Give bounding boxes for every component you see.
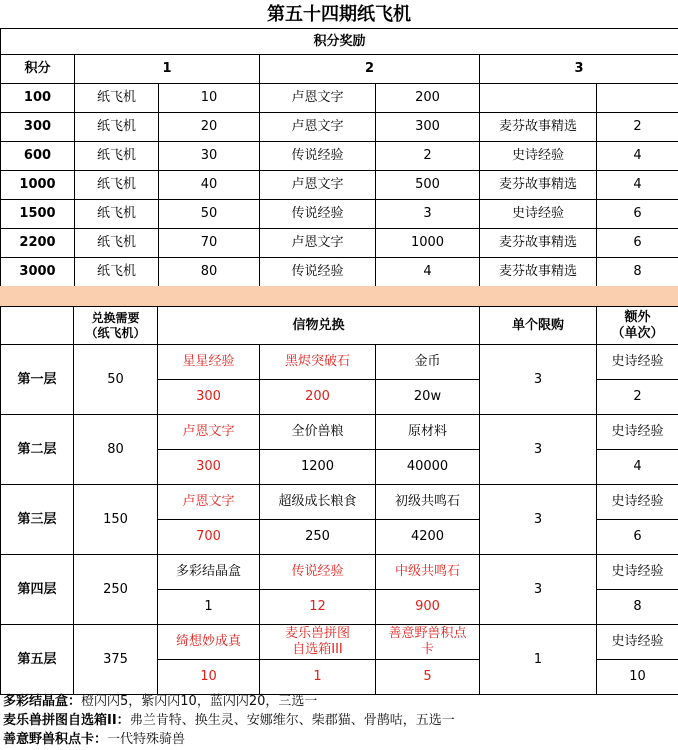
reward-1-name: 纸飞机 — [75, 200, 159, 229]
reward-3-qty: 4 — [597, 142, 678, 171]
reward-1-name: 纸飞机 — [75, 113, 159, 142]
reward-3-name — [480, 84, 597, 113]
page-title: 第五十四期纸飞机 — [267, 4, 411, 25]
floor-cost: 375 — [74, 625, 158, 695]
note-line — [0, 730, 678, 749]
points-row — [1, 84, 678, 113]
col-header-2: 2 — [260, 55, 480, 84]
points-row — [1, 113, 678, 142]
exchange-item-qty: 300 — [158, 450, 260, 485]
header-blank — [1, 307, 74, 345]
extra-reward-name: 史诗经验 — [597, 345, 678, 380]
points-row — [1, 200, 678, 229]
reward-1-qty: 70 — [159, 229, 260, 258]
points-value: 1500 — [1, 200, 75, 229]
exchange-table — [0, 306, 678, 695]
extra-reward-name: 史诗经验 — [597, 555, 678, 590]
floor-name: 第二层 — [1, 415, 74, 485]
col-header-3: 3 — [480, 55, 678, 84]
points-value: 300 — [1, 113, 75, 142]
exchange-item-name: 中级共鸣石 — [376, 555, 480, 590]
exchange-item-qty: 5 — [376, 660, 480, 695]
reward-1-name: 纸飞机 — [75, 258, 159, 287]
exchange-item-qty: 1 — [260, 660, 376, 695]
exchange-item-qty: 10 — [158, 660, 260, 695]
reward-1-qty: 10 — [159, 84, 260, 113]
reward-2-qty: 1000 — [376, 229, 480, 258]
extra-reward-qty: 8 — [597, 590, 678, 625]
exchange-item-qty: 900 — [376, 590, 480, 625]
reward-2-name: 传说经验 — [260, 258, 376, 287]
floor-name: 第三层 — [1, 485, 74, 555]
points-row — [1, 258, 678, 287]
floor-row-items — [1, 345, 678, 380]
reward-3-name: 麦芬故事精选 — [480, 113, 597, 142]
reward-3-name: 麦芬故事精选 — [480, 229, 597, 258]
floor-name: 第五层 — [1, 625, 74, 695]
reward-1-qty: 80 — [159, 258, 260, 287]
reward-1-name: 纸飞机 — [75, 229, 159, 258]
reward-1-name: 纸飞机 — [75, 84, 159, 113]
points-value: 1000 — [1, 171, 75, 200]
header-extra: 额外 （单次） — [597, 307, 678, 345]
reward-2-qty: 300 — [376, 113, 480, 142]
reward-3-qty: 8 — [597, 258, 678, 287]
points-row — [1, 229, 678, 258]
extra-reward-qty: 6 — [597, 520, 678, 555]
floor-row-items — [1, 555, 678, 590]
note-line — [0, 711, 678, 730]
floor-row-items — [1, 415, 678, 450]
points-row — [1, 142, 678, 171]
exchange-item-name: 金币 — [376, 345, 480, 380]
exchange-item-qty: 300 — [158, 380, 260, 415]
col-header-points: 积分 — [1, 55, 75, 84]
purchase-limit: 3 — [480, 555, 597, 625]
reward-2-name: 卢恩文字 — [260, 84, 376, 113]
extra-reward-name: 史诗经验 — [597, 625, 678, 660]
floor-cost: 50 — [74, 345, 158, 415]
reward-2-name: 传说经验 — [260, 142, 376, 171]
note-value: 弗兰肯特、换生灵、安娜维尔、柴郡猫、骨鹊咕，五选一 — [129, 713, 455, 728]
reward-2-qty: 500 — [376, 171, 480, 200]
section-separator — [0, 286, 678, 306]
reward-1-qty: 30 — [159, 142, 260, 171]
floor-cost: 250 — [74, 555, 158, 625]
reward-2-name: 卢恩文字 — [260, 113, 376, 142]
note-key: 麦乐兽拼图自选箱II： — [3, 713, 130, 728]
note-value: 橙闪闪5，紫闪闪10，蓝闪闪20，三选一 — [81, 694, 318, 709]
floor-cost: 80 — [74, 415, 158, 485]
reward-3-qty: 6 — [597, 200, 678, 229]
points-value: 100 — [1, 84, 75, 113]
exchange-item-qty: 1 — [158, 590, 260, 625]
exchange-item-name: 原材料 — [376, 415, 480, 450]
points-section-title: 积分奖励 — [1, 29, 678, 55]
note-key: 多彩结晶盒： — [3, 694, 82, 709]
points-value: 2200 — [1, 229, 75, 258]
exchange-item-name: 黑烬突破石 — [260, 345, 376, 380]
exchange-item-name: 星星经验 — [158, 345, 260, 380]
exchange-item-name: 卢恩文字 — [158, 415, 260, 450]
reward-2-name: 卢恩文字 — [260, 171, 376, 200]
exchange-item-name: 全价兽粮 — [260, 415, 376, 450]
exchange-item-name: 超级成长粮食 — [260, 485, 376, 520]
reward-3-name: 麦芬故事精选 — [480, 258, 597, 287]
exchange-item-name: 卢恩文字 — [158, 485, 260, 520]
extra-reward-name: 史诗经验 — [597, 485, 678, 520]
reward-3-qty — [597, 84, 678, 113]
header-limit: 单个限购 — [480, 307, 597, 345]
exchange-item-name: 传说经验 — [260, 555, 376, 590]
header-items: 信物兑换 — [158, 307, 480, 345]
notes — [0, 692, 678, 749]
exchange-item-name: 麦乐兽拼图 自选箱III — [260, 625, 376, 660]
reward-2-qty: 2 — [376, 142, 480, 171]
exchange-item-qty: 250 — [260, 520, 376, 555]
exchange-item-name: 多彩结晶盒 — [158, 555, 260, 590]
header-cost: 兑换需要 （纸飞机） — [74, 307, 158, 345]
reward-1-qty: 50 — [159, 200, 260, 229]
reward-1-qty: 40 — [159, 171, 260, 200]
purchase-limit: 3 — [480, 345, 597, 415]
reward-3-qty: 2 — [597, 113, 678, 142]
reward-2-name: 传说经验 — [260, 200, 376, 229]
extra-reward-name: 史诗经验 — [597, 415, 678, 450]
exchange-item-qty: 1200 — [260, 450, 376, 485]
exchange-item-qty: 12 — [260, 590, 376, 625]
col-header-1: 1 — [75, 55, 260, 84]
note-value: 一代特殊骑兽 — [107, 732, 186, 747]
reward-1-qty: 20 — [159, 113, 260, 142]
reward-2-qty: 3 — [376, 200, 480, 229]
reward-3-name: 史诗经验 — [480, 200, 597, 229]
exchange-item-name: 善意野兽积点 卡 — [376, 625, 480, 660]
floor-row-items — [1, 485, 678, 520]
floor-row-items — [1, 625, 678, 660]
exchange-item-qty: 20w — [376, 380, 480, 415]
exchange-item-qty: 700 — [158, 520, 260, 555]
extra-reward-qty: 2 — [597, 380, 678, 415]
exchange-item-name: 绮想妙成真 — [158, 625, 260, 660]
reward-3-qty: 6 — [597, 229, 678, 258]
floor-name: 第一层 — [1, 345, 74, 415]
points-value: 600 — [1, 142, 75, 171]
reward-1-name: 纸飞机 — [75, 171, 159, 200]
purchase-limit: 3 — [480, 485, 597, 555]
reward-2-name: 卢恩文字 — [260, 229, 376, 258]
reward-3-name: 史诗经验 — [480, 142, 597, 171]
note-line — [0, 692, 678, 711]
reward-1-name: 纸飞机 — [75, 142, 159, 171]
exchange-item-qty: 4200 — [376, 520, 480, 555]
points-reward-table — [0, 28, 678, 287]
reward-2-qty: 200 — [376, 84, 480, 113]
floor-name: 第四层 — [1, 555, 74, 625]
exchange-item-qty: 40000 — [376, 450, 480, 485]
reward-3-qty: 4 — [597, 171, 678, 200]
floor-cost: 150 — [74, 485, 158, 555]
reward-2-qty: 4 — [376, 258, 480, 287]
note-key: 善意野兽积点卡： — [3, 732, 108, 747]
exchange-item-qty: 200 — [260, 380, 376, 415]
purchase-limit: 1 — [480, 625, 597, 695]
extra-reward-qty: 10 — [597, 660, 678, 695]
reward-3-name: 麦芬故事精选 — [480, 171, 597, 200]
points-value: 3000 — [1, 258, 75, 287]
extra-reward-qty: 4 — [597, 450, 678, 485]
points-row — [1, 171, 678, 200]
purchase-limit: 3 — [480, 415, 597, 485]
exchange-item-name: 初级共鸣石 — [376, 485, 480, 520]
